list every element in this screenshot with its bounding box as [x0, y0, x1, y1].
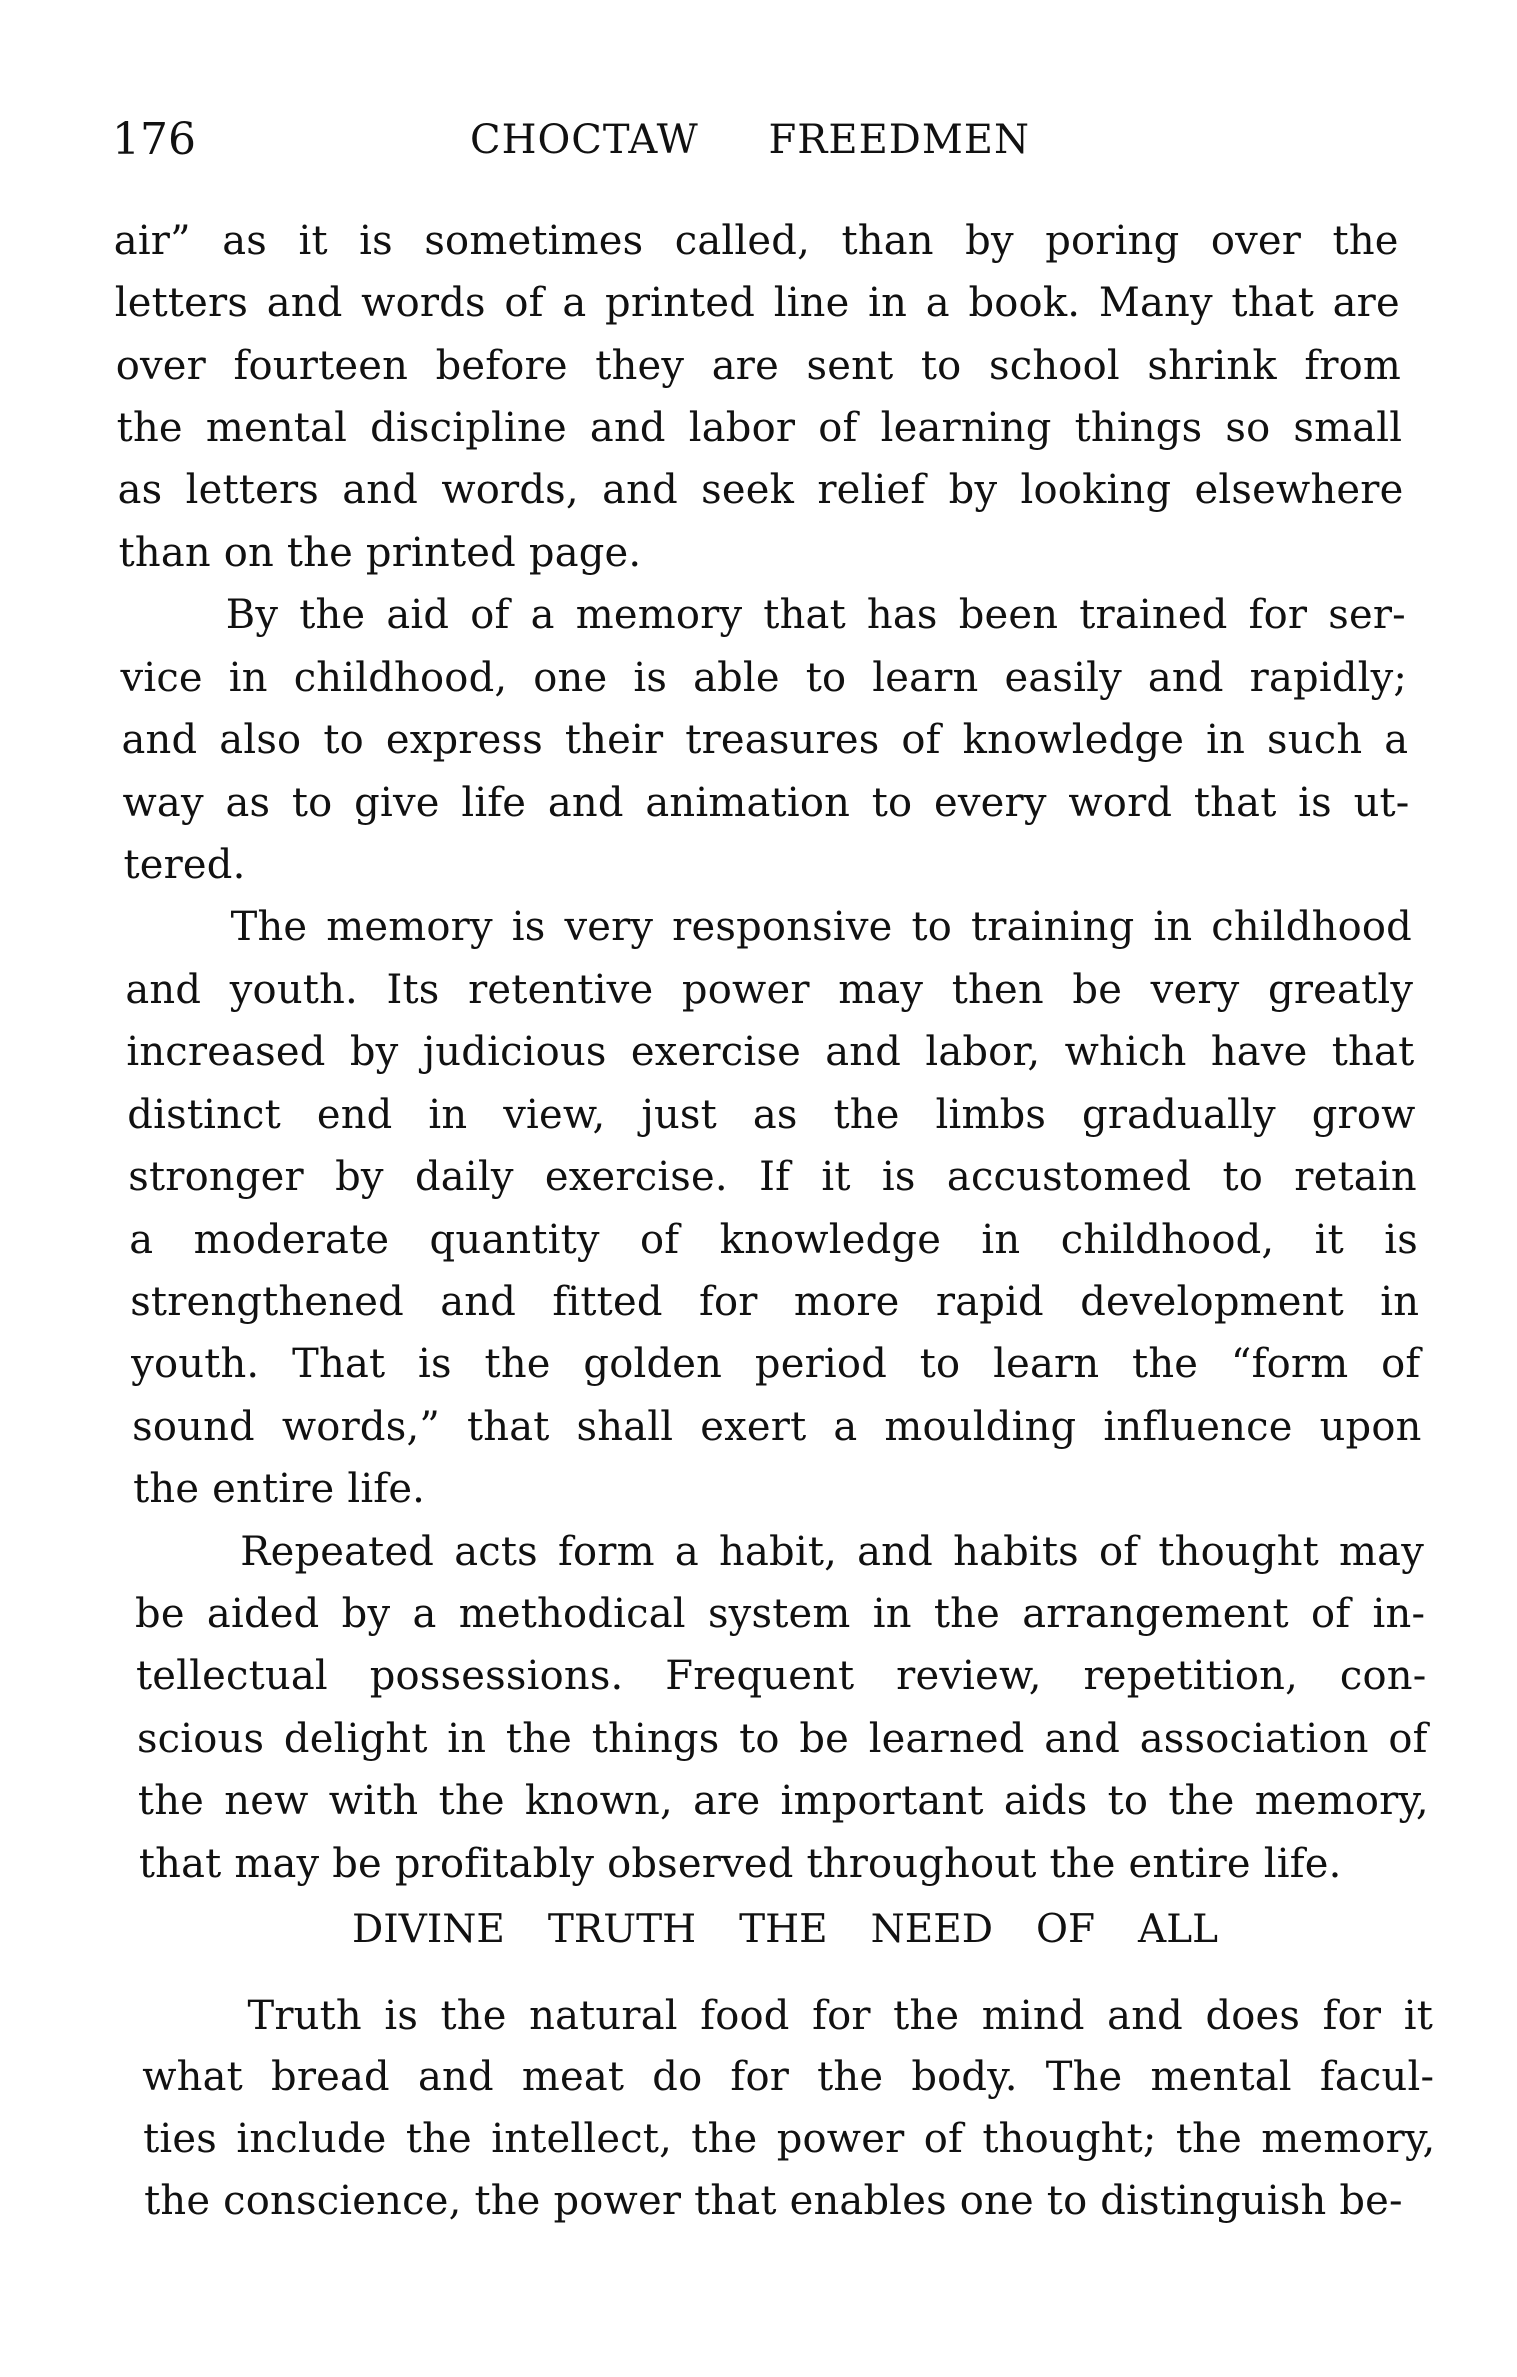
- running-head: CHOCTAW FREEDMEN: [470, 117, 1030, 163]
- text-line: the conscience, the power that enables one to distinguish be-: [144, 2177, 1403, 2224]
- text-line: the mental discipline and labor of learning things so small: [116, 404, 1403, 451]
- text-line: way as to give life and animation to every word that is ut-: [122, 779, 1410, 826]
- text-line: Truth is the natural food for the mind and does for it: [247, 1992, 1433, 2039]
- text-line: youth. That is the golden period to learn the “form of: [131, 1341, 1421, 1388]
- text-line: distinct end in view, just as the limbs gradually grow: [127, 1091, 1416, 1138]
- text-line: that may be profitably observed throughout the entire life.: [138, 1840, 1342, 1887]
- text-line: increased by judicious exercise and labor, which have that: [126, 1029, 1415, 1076]
- text-line: tered.: [123, 841, 246, 888]
- text-line: and also to express their treasures of knowledge in such a: [121, 717, 1409, 764]
- page-number: 176: [112, 114, 196, 165]
- section-heading: DIVINE TRUTH THE NEED OF ALL: [352, 1907, 1218, 1952]
- text-line: be aided by a methodical system in the arrangement of in-: [135, 1591, 1426, 1638]
- text-line: sound words,” that shall exert a moulding influence upon: [132, 1403, 1422, 1450]
- text-line: scious delight in the things to be learned and association of: [136, 1715, 1428, 1762]
- text-line: tellectual possessions. Frequent review, repetition, con-: [136, 1653, 1427, 1700]
- text-line: By the aid of a memory that has been trained for ser-: [225, 592, 1406, 639]
- text-line: the entire life.: [133, 1466, 426, 1513]
- text-line: stronger by daily exercise. If it is accustomed to retain: [128, 1154, 1417, 1201]
- text-line: air” as it is sometimes called, than by poring over the: [113, 217, 1399, 264]
- text-line: the new with the known, are important aids to the memory,: [137, 1778, 1429, 1825]
- text-line: The memory is very responsive to training in childhood: [230, 904, 1412, 951]
- text-line: over fourteen before they are sent to school shrink from: [115, 342, 1402, 389]
- text-line: a moderate quantity of knowledge in childhood, it is: [129, 1216, 1418, 1263]
- text-line: and youth. Its retentive power may then be very greatly: [125, 966, 1414, 1013]
- text-line: as letters and words, and seek relief by looking elsewhere: [117, 467, 1404, 514]
- text-line: letters and words of a printed line in a book. Many that are: [114, 280, 1400, 327]
- text-line: ties include the intellect, the power of thought; the memory,: [143, 2116, 1436, 2163]
- text-line: vice in childhood, one is able to learn easily and rapidly;: [120, 654, 1408, 701]
- text-line: what bread and meat do for the body. The mental facul-: [142, 2054, 1435, 2101]
- text-line: than on the printed page.: [118, 529, 642, 576]
- text-line: strengthened and fitted for more rapid development in: [130, 1278, 1420, 1325]
- text-line: Repeated acts form a habit, and habits of thought may: [240, 1528, 1425, 1575]
